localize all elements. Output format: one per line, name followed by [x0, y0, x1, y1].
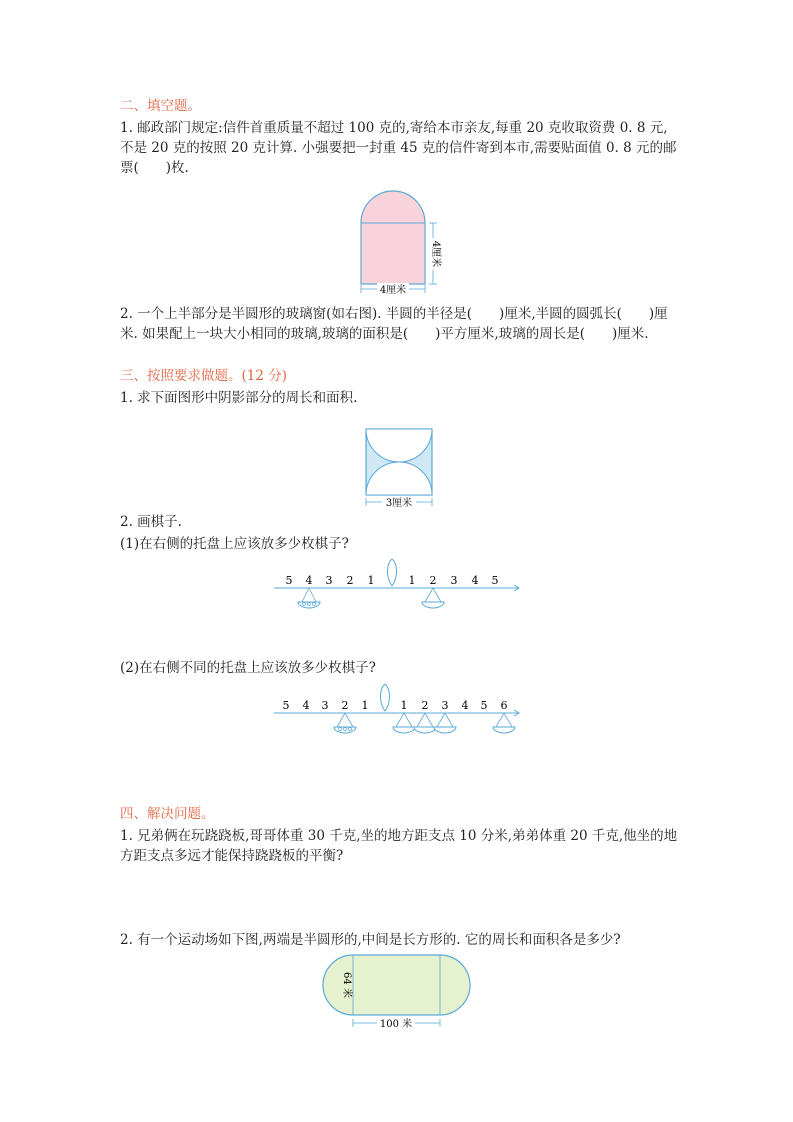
scale2-label: 4 [302, 699, 310, 712]
question-3-1: 1. 求下面图形中阴影部分的周长和面积. [120, 390, 358, 406]
scale2-label: 1 [361, 699, 369, 712]
question-4-2: 2. 有一个运动场如下图,两端是半圆形的,中间是长方形的. 它的周长和面积各是多少? [120, 932, 621, 948]
scale1-label: 1 [367, 574, 375, 587]
window-height-label: 4厘米 [430, 240, 441, 268]
scale2-label: 5 [282, 699, 290, 712]
window-width-label: 4厘米 [379, 285, 407, 296]
scale1-label: 3 [450, 574, 458, 587]
scale1-label: 2 [346, 574, 354, 587]
scale1-label: 5 [285, 574, 293, 587]
figure-scale-1 [270, 556, 530, 620]
scale2-label: 6 [500, 699, 508, 712]
scale1-label: 2 [429, 574, 437, 587]
scale1-label: 1 [408, 574, 416, 587]
figure-scale-2 [270, 682, 530, 750]
scale2-label: 5 [480, 699, 488, 712]
question-3-2b: (2)在右侧不同的托盘上应该放多少枚棋子? [120, 660, 376, 676]
section-4-heading: 四、解决问题。 [120, 806, 215, 822]
shaded-width-label: 3厘米 [385, 498, 413, 509]
scale2-label: 3 [321, 699, 329, 712]
question-4-1: 1. 兄弟俩在玩跷跷板,哥哥体重 30 千克,坐的地方距支点 10 分米,弟弟体重 20 千克,他坐的地方距支点多远才能保持跷跷板的平衡? [120, 828, 678, 864]
scale1-label: 4 [305, 574, 313, 587]
track-width-label: 64 米 [341, 972, 352, 998]
scale1-label: 3 [325, 574, 333, 587]
track-length-label: 100 米 [379, 1019, 413, 1030]
scale1-label: 4 [471, 574, 479, 587]
figure-window [355, 186, 445, 300]
question-3-2a: (1)在右侧的托盘上应该放多少枚棋子? [120, 536, 349, 552]
section-3-heading: 三、按照要求做题。(12 分) [120, 368, 288, 384]
scale2-label: 4 [461, 699, 469, 712]
question-2-1: 1. 邮政部门规定:信件首重质量不超过 100 克的,寄给本市亲友,每重 20 克收取资费 0. 8 元,不是 20 克的按照 20 克计算. 小强要把一封重 45 克的信件寄到本市,需要贴面值 0. 8 元的邮票( )枚. [120, 120, 677, 176]
figure-track [320, 952, 480, 1036]
scale2-label: 3 [441, 699, 449, 712]
scale2-label: 1 [400, 699, 408, 712]
scale2-label: 2 [421, 699, 429, 712]
figure-shaded [360, 428, 440, 518]
question-3-2: 2. 画棋子. [120, 514, 182, 530]
question-2-2: 2. 一个上半部分是半圆形的玻璃窗(如右图). 半圆的半径是( )厘米,半圆的圆弧长( )厘米. 如果配上一块大小相同的玻璃,玻璃的面积是( )平方厘米,玻璃的周长是( )厘米. [120, 306, 668, 342]
section-2-heading: 二、填空题。 [120, 98, 201, 114]
scale2-label: 2 [341, 699, 349, 712]
scale1-label: 5 [491, 574, 499, 587]
